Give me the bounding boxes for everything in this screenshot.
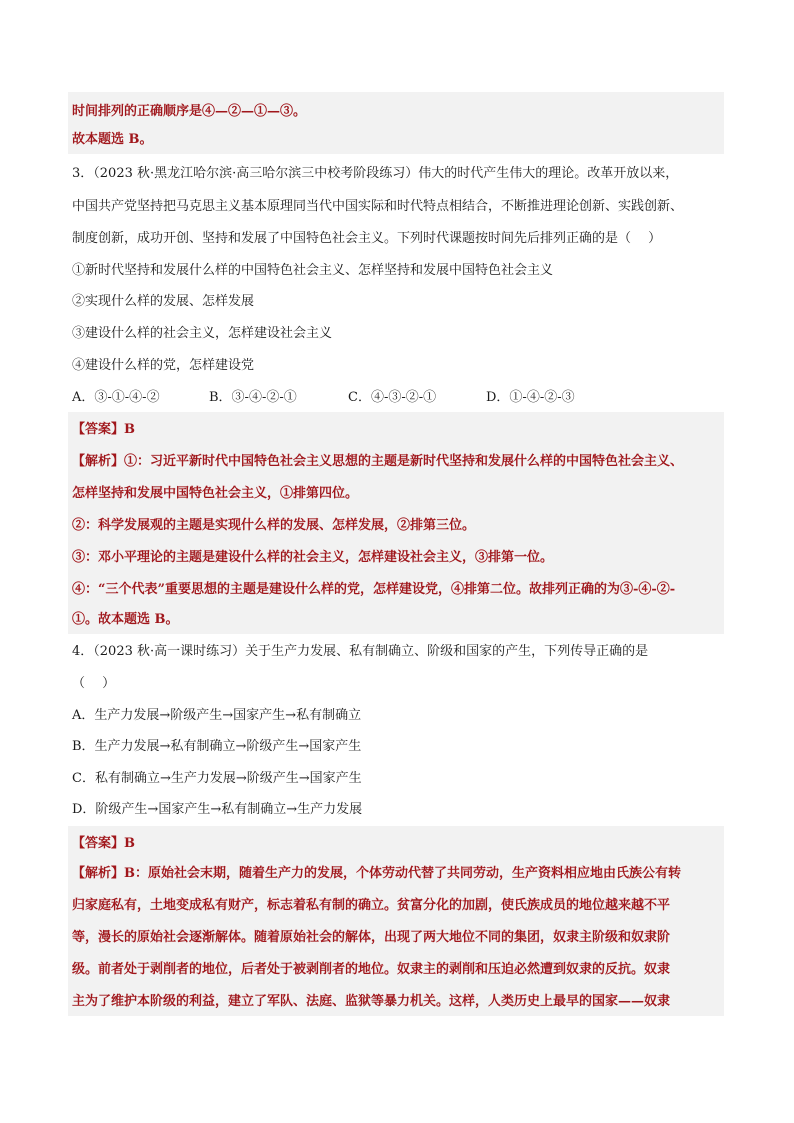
q3-item-4: ④建设什么样的党，怎样建设党 [72,358,255,373]
q4-answer: 【答案】B [72,836,135,851]
q4-option-c: C．私有制确立→生产力发展→阶级产生→国家产生 [72,771,362,786]
prev-analysis-line: 时间排列的正确顺序是④—②—①—③。 [72,104,307,119]
q3-analysis-line-1: 【解析】①：习近平新时代中国特色社会主义思想的主题是新时代坚持和发展什么样的中国特色社会主义、 [72,454,684,469]
q3-analysis-line-2: 怎样坚持和发展中国特色社会主义，①排第四位。 [72,486,359,501]
answer-band-q4 [68,826,724,1016]
q3-stem-line-1: 3．（2023 秋·黑龙江哈尔滨·高三哈尔滨三中校考阶段练习）伟大的时代产生伟大的理论。改革开放以来， [72,166,679,181]
prev-conclusion-line: 故本题选 B。 [72,132,153,147]
answer-band-top [68,92,724,154]
q3-option-d: D．①-④-②-③ [486,390,575,405]
q3-answer: 【答案】B [72,422,135,437]
q3-option-a: A．③-①-④-② [72,390,160,405]
q4-analysis-line-3: 等，漫长的原始社会逐渐解体。随着原始社会的解体，出现了两大地位不同的集团，奴隶主阶级和奴隶阶 [72,930,671,945]
q3-item-1: ①新时代坚持和发展什么样的中国特色社会主义、怎样坚持和发展中国特色社会主义 [72,263,554,278]
q3-option-b: B．③-④-②-① [209,390,297,405]
q4-analysis-line-2: 归家庭私有，土地变成私有财产，标志着私有制的确立。贫富分化的加剧，使氏族成员的地位越来越不平 [72,898,671,913]
q3-item-2: ②实现什么样的发展、怎样发展 [72,294,255,309]
q4-analysis-line-1: 【解析】B：原始社会末期，随着生产力的发展，个体劳动代替了共同劳动，生产资料相应地由氏族公有转 [72,866,681,881]
q3-analysis-line-4: ③：邓小平理论的主题是建设什么样的社会主义，怎样建设社会主义，③排第一位。 [72,550,554,565]
q4-option-d: D．阶级产生→国家产生→私有制确立→生产力发展 [72,802,363,817]
q3-analysis-line-6: ①。故本题选 B。 [72,612,179,627]
q4-analysis-line-5: 主为了维护本阶级的利益，建立了军队、法庭、监狱等暴力机关。这样，人类历史上最早的国家——奴隶 [72,994,671,1009]
q4-analysis-line-4: 级。前者处于剥削者的地位，后者处于被剥削者的地位。奴隶主的剥削和压迫必然遭到奴隶的反抗。奴隶 [72,962,671,977]
q3-stem-line-2: 中国共产党坚持把马克思主义基本原理同当代中国实际和时代特点相结合，不断推进理论创新、实践创新、 [72,199,684,214]
q4-stem-line-2: （ ） [72,676,116,691]
q4-option-a: A．生产力发展→阶级产生→国家产生→私有制确立 [72,708,362,723]
q3-option-c: C．④-③-②-① [348,390,437,405]
q4-option-b: B．生产力发展→私有制确立→阶级产生→国家产生 [72,739,362,754]
q3-stem-line-3: 制度创新，成功开创、坚持和发展了中国特色社会主义。下列时代课题按时间先后排列正确的是（ ） [72,231,662,246]
q4-stem-line-1: 4．（2023 秋·高一课时练习）关于生产力发展、私有制确立、阶级和国家的产生，下列传导正确的是 [72,644,649,659]
q3-analysis-line-5: ④：“三个代表”重要思想的主题是建设什么样的党，怎样建设党，④排第二位。故排列正确的为③-④-②- [72,582,676,597]
q3-analysis-line-3: ②：科学发展观的主题是实现什么样的发展、怎样发展，②排第三位。 [72,518,476,533]
q3-item-3: ③建设什么样的社会主义，怎样建设社会主义 [72,326,333,341]
